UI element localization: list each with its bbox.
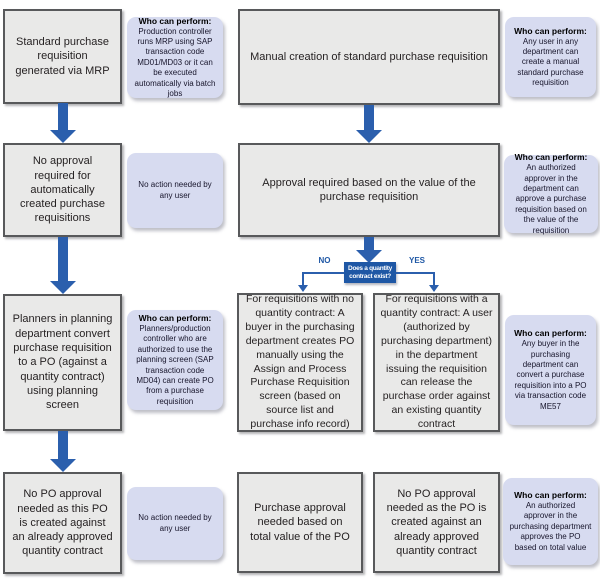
note-heading: Who can perform: <box>514 490 587 500</box>
note-heading: Who can perform: <box>514 328 587 339</box>
arrow-head <box>356 130 382 143</box>
box-approval-value-pr <box>238 143 500 237</box>
note-heading: Who can perform: <box>138 312 212 323</box>
box-no-po-approval-left <box>3 472 122 574</box>
note-body: Any user in any department can create a manual standard purchase requisition <box>517 36 584 88</box>
note-body: Planners/production controller who are authorized to use the planning screen (SAP transaction code MD04) can create PO from a purchase requisition <box>136 323 214 406</box>
box-with-contract-po <box>373 293 500 432</box>
arrow-mrp-to-no-approval <box>50 103 76 143</box>
note-mrp-who-can-perform <box>127 17 223 98</box>
connector-yes-arrowhead <box>429 285 439 292</box>
box-no-approval-auto-label: No approval required for automatically created purchase requisitions <box>20 155 105 225</box>
decision-question: Does a quantity contract exist? <box>348 265 392 280</box>
box-standard-pr-mrp <box>3 9 122 104</box>
arrow-shaft <box>58 237 68 281</box>
box-standard-pr-mrp-label: Standard purchase requisition generated via MRP <box>15 36 110 77</box>
arrow-no-approval-to-planners <box>50 237 76 294</box>
box-purchase-approval-total-label: Purchase approval needed based on total value of the PO <box>250 502 350 543</box>
decision-yes-label: YES <box>408 256 425 265</box>
arrow-shaft <box>58 431 68 459</box>
note-heading: Who can perform: <box>514 25 587 36</box>
note-manual-who-can-perform <box>505 17 596 97</box>
connector-yes-hline <box>396 272 435 274</box>
arrow-shaft <box>58 103 68 130</box>
note-po-total-who-can-perform <box>503 478 598 565</box>
note-body: No action needed by any user <box>138 180 212 200</box>
box-manual-creation-label: Manual creation of standard purchase requisition <box>250 50 488 63</box>
note-body: Production controller runs MRP using SAP transaction code MD01/MD03 or it can be executed automatically via batch jobs <box>134 26 216 98</box>
box-no-contract-po-label: For requisitions with no quantity contract: A buyer in the purchasing department creates PO manually using the Assign and Process Purchase Requisition screen (based on source list and purchase info record) <box>245 293 355 430</box>
note-no-action-1 <box>127 153 223 228</box>
note-approval-who-can-perform <box>504 152 598 235</box>
box-no-approval-auto <box>3 143 122 237</box>
connector-no-arrowhead <box>298 285 308 292</box>
note-heading: Who can perform: <box>138 15 212 26</box>
connector-no-vline <box>302 272 304 285</box>
note-body: No action needed by any user <box>138 513 212 533</box>
box-planners-convert <box>3 294 122 431</box>
note-heading: Who can perform: <box>514 152 588 163</box>
arrow-approval-to-decision <box>356 237 382 263</box>
note-planners-who-can-perform <box>127 310 223 410</box>
connector-no-hline <box>303 272 344 274</box>
connector-yes-vline <box>433 272 435 285</box>
note-body: An authorized approver in the purchasing department approves the PO based on total value <box>509 501 592 552</box>
note-me57-who-can-perform <box>505 315 596 425</box>
box-approval-value-pr-label: Approval required based on the value of the purchase requisition <box>262 176 476 203</box>
arrow-head <box>50 459 76 472</box>
box-planners-convert-label: Planners in planning department convert purchase requisition to a PO (against a quantity contract) using planning screen <box>12 313 113 412</box>
box-purchase-approval-total <box>237 472 363 573</box>
box-no-po-approval-right-label: No PO approval needed as the PO is created against an already approved quantity contract <box>386 487 487 557</box>
note-no-action-2 <box>127 487 223 560</box>
box-no-po-approval-right <box>373 472 500 573</box>
note-body: An authorized approver in the department can approve a purchase requisition based on the value of the requisition <box>515 163 587 235</box>
box-no-contract-po <box>237 293 363 432</box>
arrow-shaft <box>364 105 374 130</box>
note-body: Any buyer in the purchasing department can convert a purchase requisition into a PO via transaction code ME57 <box>514 339 587 411</box>
arrow-shaft <box>364 237 374 250</box>
box-no-po-approval-left-label: No PO approval needed as this PO is created against an already approved quantity contract <box>12 488 113 558</box>
decision-quantity-contract <box>344 262 396 283</box>
arrow-planners-to-no-po-approval <box>50 431 76 472</box>
arrow-head <box>50 281 76 294</box>
arrow-manual-to-approval <box>356 105 382 143</box>
box-manual-creation <box>238 9 500 105</box>
decision-no-label: NO <box>318 256 331 265</box>
box-with-contract-po-label: For requisitions with a quantity contract: A user (authorized by purchasing department) in the department issuing the requisition can release the purchase order against an existing quantity contract <box>380 293 493 430</box>
arrow-head <box>50 130 76 143</box>
